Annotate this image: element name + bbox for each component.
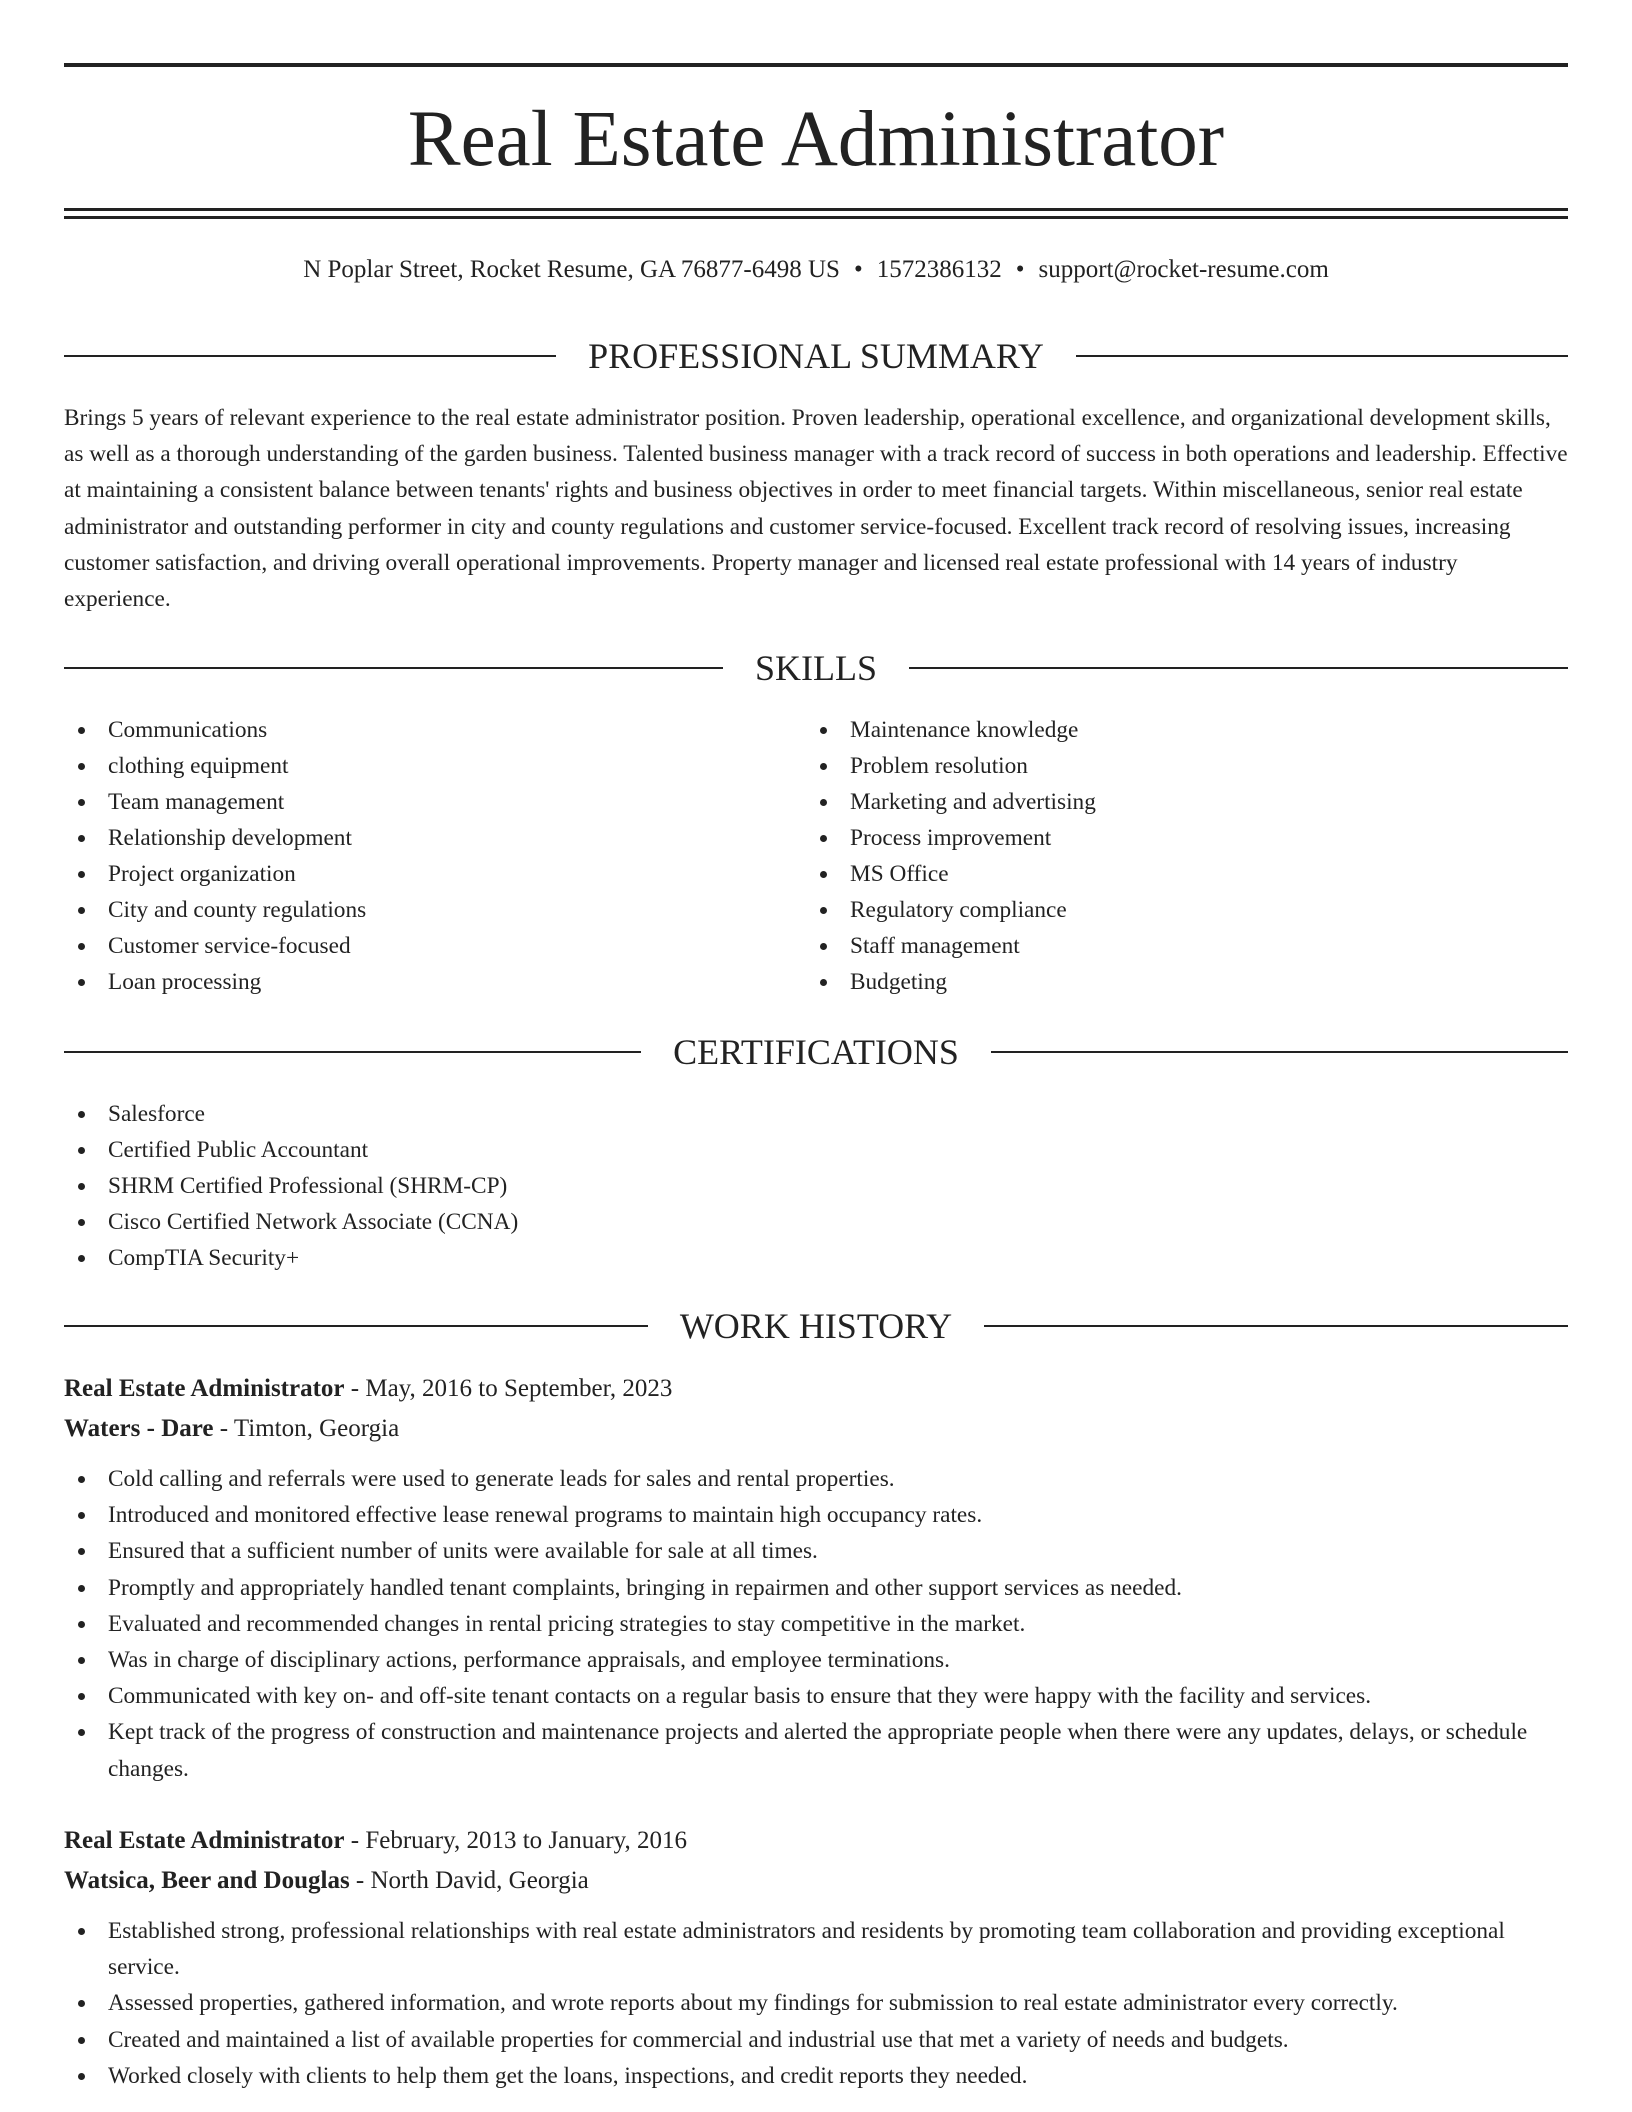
skill-item: Maintenance knowledge [806,712,1506,748]
contact-phone[interactable]: 1572386132 [876,256,1002,283]
skills-list-right [806,712,1506,1000]
skill-item: Marketing and advertising [806,784,1506,820]
job-title: Real Estate Administrator [64,1827,345,1854]
heading-rule [64,355,556,357]
heading-rule [64,1051,641,1053]
certifications-list [64,1096,1064,1276]
skill-item: Team management [64,784,764,820]
job-bullet: Established strong, professional relationships with real estate administrators and residents by promoting team collaboration and providing exceptional service. [64,1913,1568,1985]
heading-rule [991,1051,1568,1053]
summary-text: Brings 5 years of relevant experience to the real estate administrator position. Proven leadership, operational excellence, and organizational development skills, as well as a thorough understanding of the garden business. Talented business manager with a track record of success in both operations and leadership. Effective at maintaining a consistent balance between tenants' rights and business objectives in order to meet financial targets. Within miscellaneous, senior real estate administrator and outstanding performer in city and county regulations and customer service-focused. Excellent track record of resolving issues, increasing customer satisfaction, and driving overall operational improvements. Property manager and licensed real estate professional with 14 years of industry experience. [64,405,1568,613]
certification-item: SHRM Certified Professional (SHRM-CP) [64,1168,1064,1204]
section-title: PROFESSIONAL SUMMARY [588,336,1044,376]
job-bullets [64,1461,1568,1787]
title-rule-upper [64,208,1568,211]
skill-item: MS Office [806,856,1506,892]
job-entry [64,1821,1568,2094]
skill-item: Communications [64,712,764,748]
skill-item: Relationship development [64,820,764,856]
contact-separator: • [1015,256,1025,283]
job-bullet: Worked closely with clients to help them get the loans, inspections, and credit reports they needed. [64,2058,1568,2094]
page-title: Real Estate Administrator [407,96,1225,183]
heading-rule [984,1325,1568,1327]
job-bullet: Created and maintained a list of available properties for commercial and industrial use that met a variety of needs and budgets. [64,2022,1568,2058]
job-company-line [64,1861,1568,1901]
section-heading-certifications [64,1030,1568,1074]
job-title: Real Estate Administrator [64,1375,345,1402]
section-title: WORK HISTORY [679,1306,953,1346]
skill-item: Problem resolution [806,748,1506,784]
section-heading-summary [64,334,1568,378]
job-bullet: Kept track of the progress of construction and maintenance projects and alerted the appropriate people when there were any updates, delays, or schedule changes. [64,1714,1568,1786]
skill-item: Customer service-focused [64,928,764,964]
skill-item: Staff management [806,928,1506,964]
top-rule [64,63,1568,67]
skill-item: City and county regulations [64,892,764,928]
job-dates: - February, 2013 to January, 2016 [344,1827,688,1854]
heading-rule [1076,355,1568,357]
job-location: - North David, Georgia [349,1867,589,1894]
job-company: Watsica, Beer and Douglas [64,1867,350,1894]
section-title: CERTIFICATIONS [673,1032,959,1072]
job-bullet: Evaluated and recommended changes in rental pricing strategies to stay competitive in the market. [64,1606,1568,1642]
certification-item: Certified Public Accountant [64,1132,1064,1168]
skill-item: Process improvement [806,820,1506,856]
job-company-line [64,1409,1568,1449]
section-title: SKILLS [755,648,878,688]
skill-item: clothing equipment [64,748,764,784]
job-title-line [64,1369,1568,1409]
job-dates: - May, 2016 to September, 2023 [344,1375,673,1402]
job-bullets [64,1913,1568,2094]
certification-item: Salesforce [64,1096,1064,1132]
job-bullet: Was in charge of disciplinary actions, performance appraisals, and employee terminations. [64,1642,1568,1678]
contact-line [64,254,1568,286]
job-title-line [64,1821,1568,1861]
contact-address: N Poplar Street, Rocket Resume, GA 76877-6498 US [303,256,840,283]
title-rule-lower [64,216,1568,219]
section-heading-work-history [64,1304,1568,1348]
job-bullet: Introduced and monitored effective lease renewal programs to maintain high occupancy rates. [64,1497,1568,1533]
skills-list-left [64,712,764,1000]
job-bullet: Ensured that a sufficient number of units were available for sale at all times. [64,1533,1568,1569]
heading-rule [64,1325,648,1327]
contact-separator: • [853,256,863,283]
job-bullet: Cold calling and referrals were used to generate leads for sales and rental properties. [64,1461,1568,1497]
job-bullet: Communicated with key on- and off-site tenant contacts on a regular basis to ensure that they were happy with the facility and services. [64,1678,1568,1714]
certification-item: Cisco Certified Network Associate (CCNA) [64,1204,1064,1240]
contact-email[interactable]: support@rocket-resume.com [1038,256,1329,283]
job-bullet: Assessed properties, gathered information, and wrote reports about my findings for submission to real estate administrator every correctly. [64,1985,1568,2021]
skill-item: Project organization [64,856,764,892]
heading-rule [64,667,723,669]
job-entry [64,1369,1568,1787]
section-heading-skills [64,646,1568,690]
skill-item: Budgeting [806,964,1506,1000]
certification-item: CompTIA Security+ [64,1240,1064,1276]
job-bullet: Promptly and appropriately handled tenant complaints, bringing in repairmen and other support services as needed. [64,1570,1568,1606]
skill-item: Loan processing [64,964,764,1000]
skill-item: Regulatory compliance [806,892,1506,928]
heading-rule [909,667,1568,669]
job-location: - Timton, Georgia [213,1415,400,1442]
job-company: Waters - Dare [64,1415,214,1442]
